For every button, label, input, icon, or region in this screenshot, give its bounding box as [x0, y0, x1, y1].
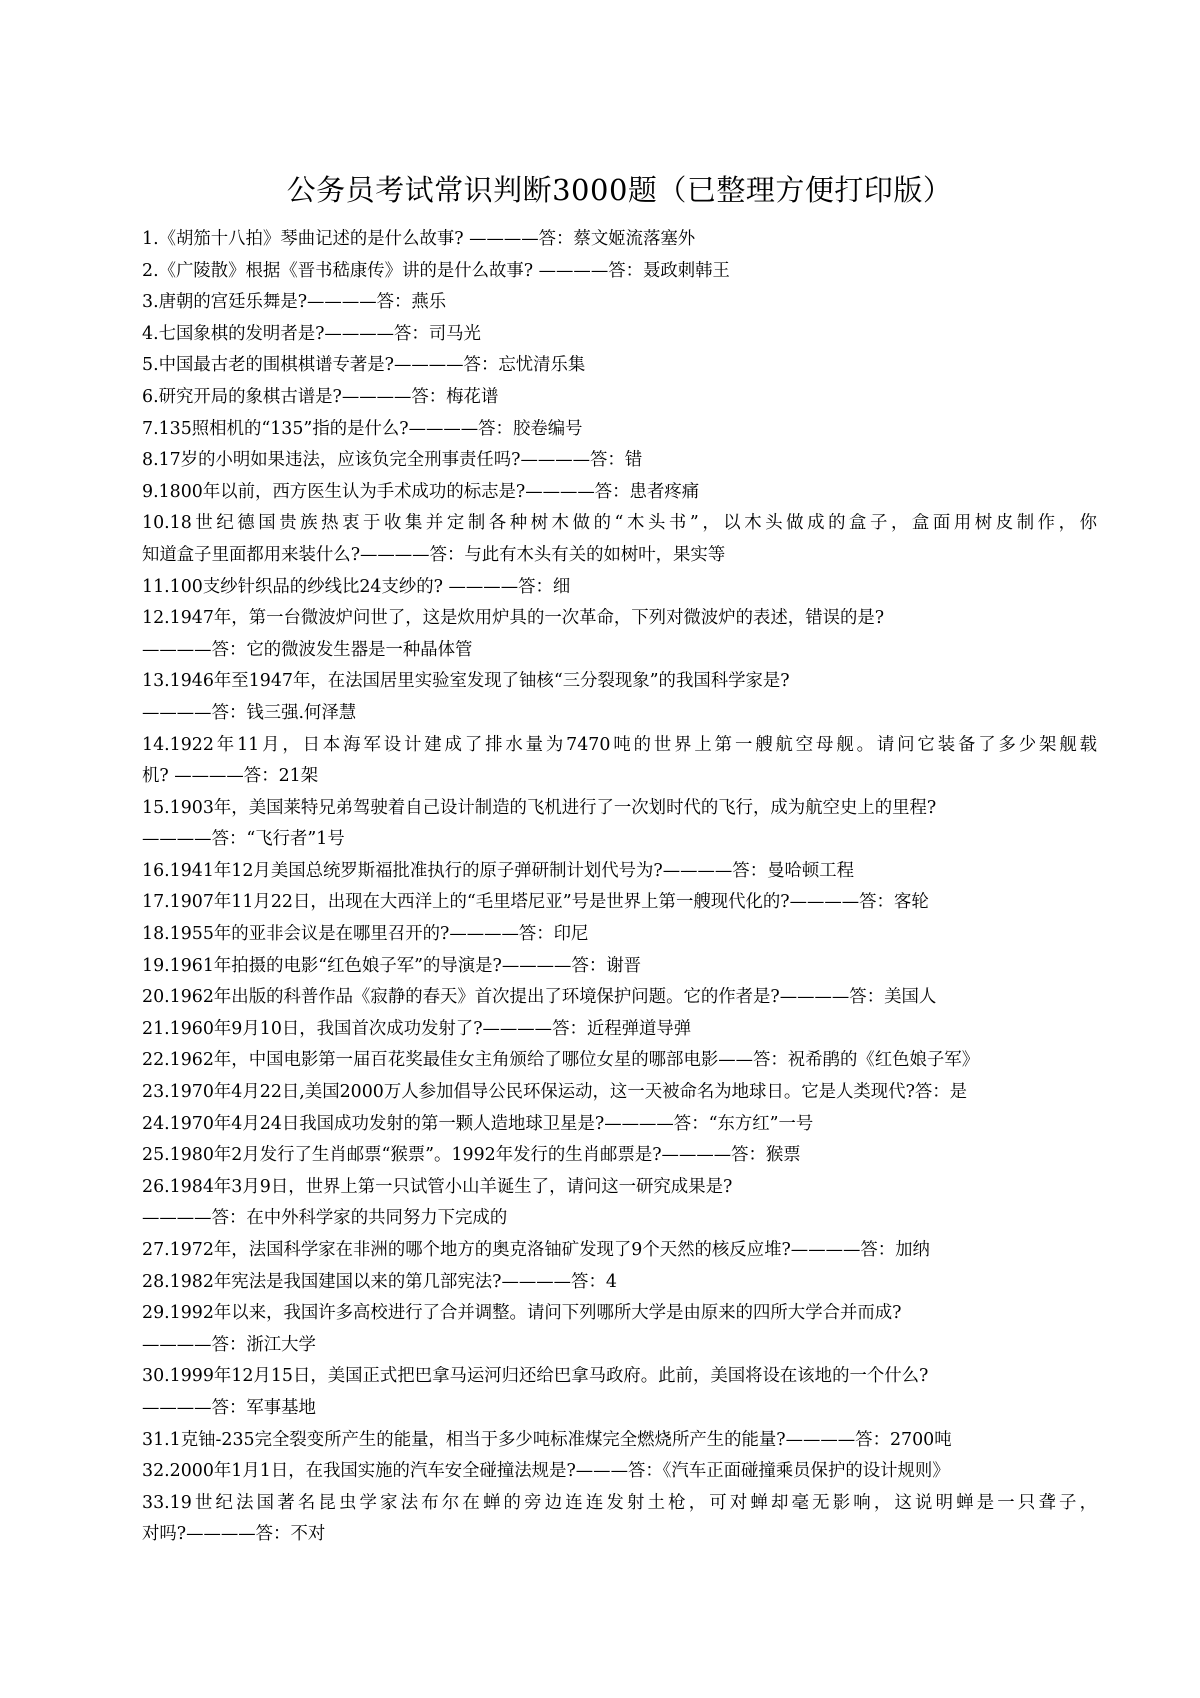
question-line: 12.1947年，第一台微波炉问世了，这是炊用炉具的一次革命，下列对微波炉的表述，错误的是?	[142, 608, 885, 629]
question-line: 6.研究开局的象棋古谱是?————答：梅花谱	[142, 386, 499, 407]
question-line: 20.1962年出版的科普作品《寂静的春天》首次提出了环境保护问题。它的作者是?————答：美国人	[142, 987, 937, 1008]
question-list	[142, 224, 1097, 1551]
question-line: 8.17岁的小明如果违法，应该负完全刑事责任吗?————答：错	[142, 450, 643, 471]
question-line: 16.1941年12月美国总统罗斯福批准执行的原子弹研制计划代号为?————答：曼哈顿工程	[142, 860, 855, 881]
question-line: 知道盒子里面都用来装什么?————答：与此有木头有关的如树叶，果实等	[142, 544, 726, 565]
question-line: 对吗?————答：不对	[142, 1524, 326, 1545]
question-line: 11.100支纱针织品的纱线比24支纱的? ————答：细	[142, 576, 571, 597]
question-line: 29.1992年以来，我国许多高校进行了合并调整。请问下列哪所大学是由原来的四所大学合并而成?	[142, 1303, 902, 1324]
question-line: 33.19世纪法国著名昆虫学家法布尔在蝉的旁边连连发射土枪，可对蝉却毫无影响，这说明蝉是一只聋子，	[142, 1492, 1097, 1513]
question-line: 30.1999年12月15日，美国正式把巴拿马运河归还给巴拿马政府。此前，美国将设在该地的一个什么?	[142, 1366, 929, 1387]
question-line: 14.1922年11月，日本海军设计建成了排水量为7470吨的世界上第一艘航空母舰。请问它装备了多少架舰载	[142, 734, 1097, 755]
question-line: 19.1961年拍摄的电影“红色娘子军”的导演是?————答：谢晋	[142, 955, 642, 976]
question-line: 21.1960年9月10日，我国首次成功发射了?————答：近程弹道导弹	[142, 1018, 692, 1039]
question-line: ————答：“飞行者”1号	[142, 829, 345, 850]
question-line: 9.1800年以前，西方医生认为手术成功的标志是?————答：患者疼痛	[142, 481, 700, 502]
question-line: 3.唐朝的宫廷乐舞是?————答：燕乐	[142, 292, 447, 313]
question-line: 2.《广陵散》根据《晋书嵇康传》讲的是什么故事? ————答：聂政刺韩王	[142, 260, 730, 281]
question-line: ————答：钱三强.何泽慧	[142, 702, 357, 723]
question-line: ————答：军事基地	[142, 1397, 316, 1418]
question-line: ————答：浙江大学	[142, 1334, 316, 1355]
question-line: 5.中国最古老的围棋棋谱专著是?————答：忘忧清乐集	[142, 355, 586, 376]
document-page	[142, 0, 1097, 1698]
question-line: 28.1982年宪法是我国建国以来的第几部宪法?————答：4	[142, 1271, 617, 1292]
question-line: 23.1970年4月22日,美国2000万人参加倡导公民环保运动，这一天被命名为地球日。它是人类现代?答：是	[142, 1082, 968, 1103]
question-line: 7.135照相机的“135”指的是什么?————答：胶卷编号	[142, 418, 583, 439]
question-line: 27.1972年，法国科学家在非洲的哪个地方的奥克洛铀矿发现了9个天然的核反应堆?————答：加纳	[142, 1240, 930, 1260]
question-line: 25.1980年2月发行了生肖邮票“猴票”。1992年发行的生肖邮票是?————答：猴票	[142, 1145, 801, 1166]
question-line: 31.1克铀-235完全裂变所产生的能量，相当于多少吨标准煤完全燃烧所产生的能量?————答：2700吨	[142, 1429, 952, 1450]
question-line: 24.1970年4月24日我国成功发射的第一颗人造地球卫星是?————答：“东方红”一号	[142, 1113, 814, 1134]
question-line: 13.1946年至1947年，在法国居里实验室发现了铀核“三分裂现象”的我国科学家是?	[142, 671, 790, 692]
question-line: 18.1955年的亚非会议是在哪里召开的?————答：印尼	[142, 924, 589, 945]
question-line: 机? ————答：21架	[142, 766, 319, 787]
question-line: 15.1903年，美国莱特兄弟驾驶着自己设计制造的飞机进行了一次划时代的飞行，成为航空史上的里程?	[142, 797, 937, 818]
question-line: ————答：在中外科学家的共同努力下完成的	[142, 1208, 508, 1229]
question-line: 17.1907年11月22日，出现在大西洋上的“毛里塔尼亚”号是世界上第一艘现代化的?————答：客轮	[142, 892, 929, 913]
question-line: 22.1962年，中国电影第一届百花奖最佳女主角颁给了哪位女星的哪部电影——答：祝希鹃的《红色娘子军》	[142, 1050, 980, 1071]
question-line: 26.1984年3月9日，世界上第一只试管小山羊诞生了，请问这一研究成果是?	[142, 1176, 733, 1197]
question-line: 10.18世纪德国贵族热衷于收集并定制各种树木做的“木头书”，以木头做成的盒子，盒面用树皮制作，你	[142, 513, 1097, 534]
page-title: 公务员考试常识判断3000题（已整理方便打印版）	[286, 173, 953, 207]
question-line: 1.《胡笳十八拍》琴曲记述的是什么故事? ————答：蔡文姬流落塞外	[142, 229, 696, 249]
question-line: 32.2000年1月1日，在我国实施的汽车安全碰撞法规是?———答：《汽车正面碰撞乘员保护的设计规则》	[142, 1461, 950, 1482]
question-line: ————答：它的微波发生器是一种晶体管	[142, 639, 473, 660]
question-line: 4.七国象棋的发明者是?————答：司马光	[142, 323, 481, 344]
